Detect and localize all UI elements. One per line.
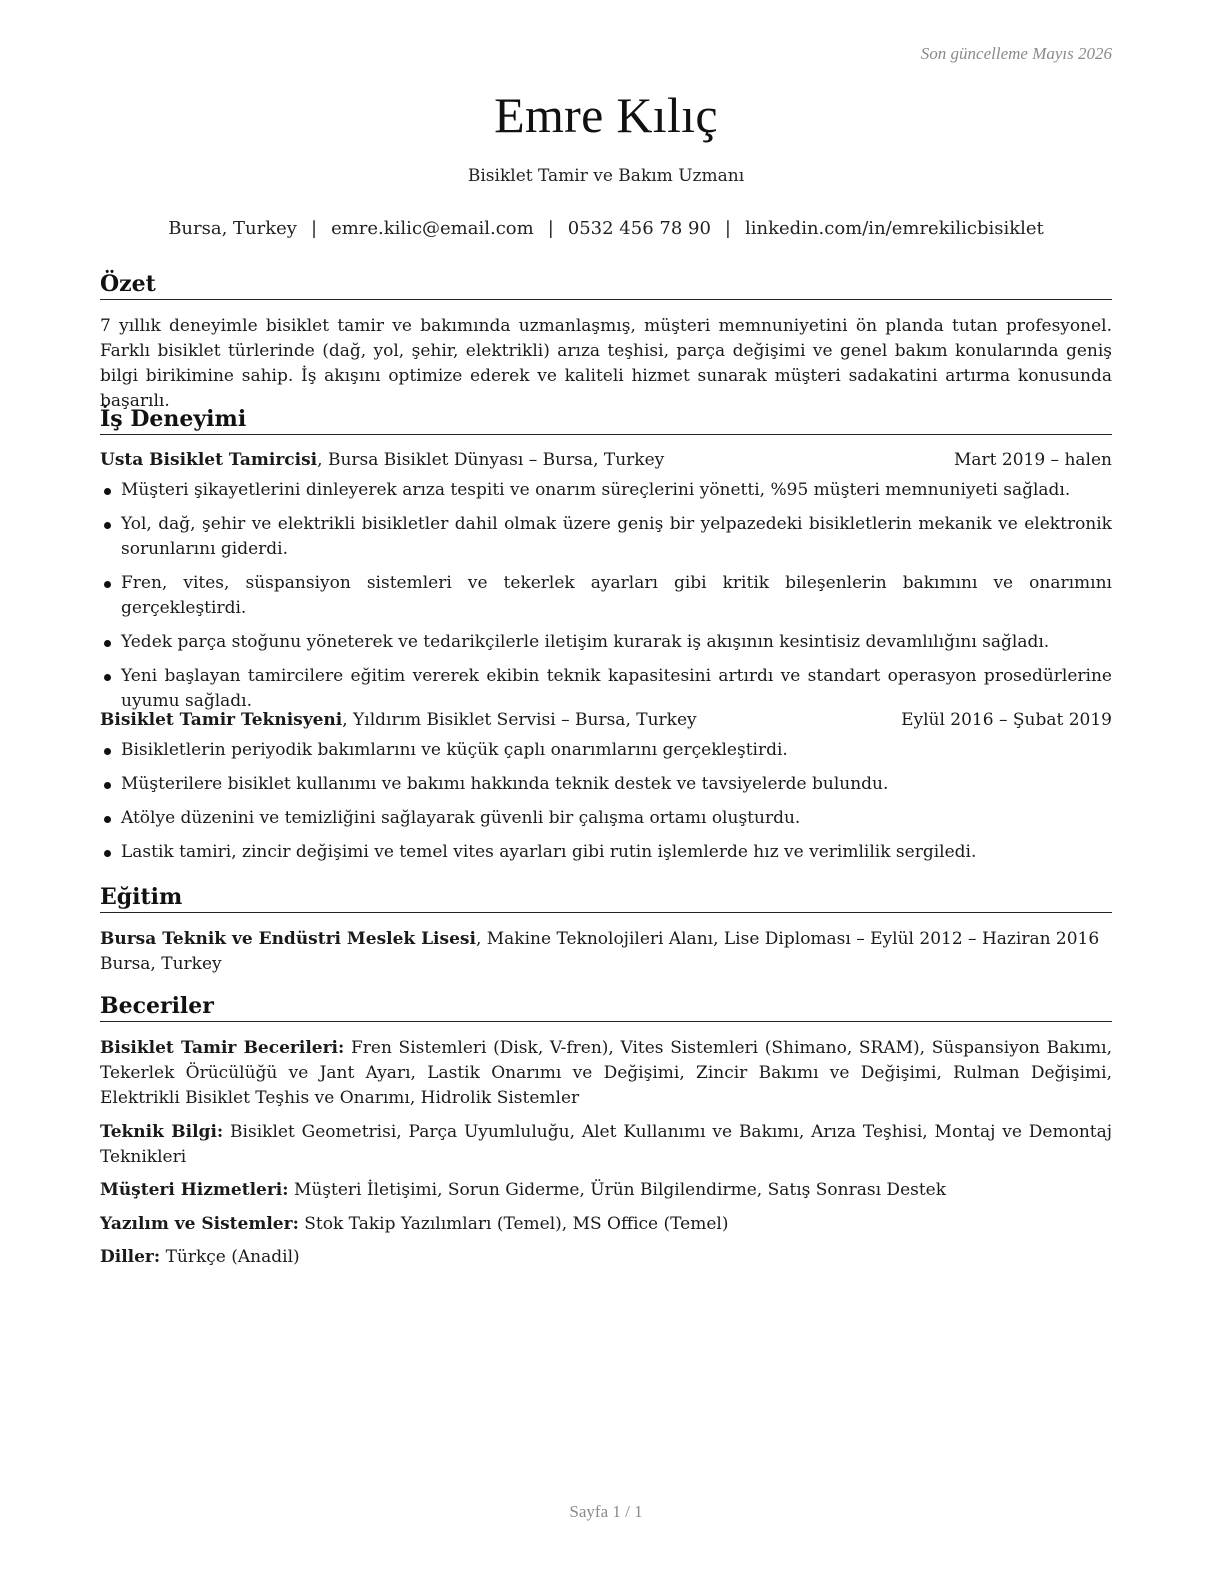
- skill-text: Stok Takip Yazılımları (Temel), MS Office (Temel): [298, 1214, 729, 1234]
- skill-row: [100, 1245, 1112, 1270]
- skill-row: [100, 1178, 1112, 1203]
- job-header: [100, 708, 1112, 733]
- skill-row: [100, 1120, 1112, 1170]
- skill-label: Diller:: [100, 1247, 161, 1267]
- section-heading-summary: Özet: [100, 271, 1112, 300]
- list-item: Atölye düzenini ve temizliğini sağlayarak güvenli bir çalışma ortamı oluşturdu.: [100, 806, 1112, 831]
- contact-location: Bursa, Turkey: [168, 218, 297, 239]
- contact-line: [100, 218, 1112, 239]
- education-detail: , Makine Teknolojileri Alanı, Lise Diploması – Eylül 2012 – Haziran 2016: [475, 929, 1100, 949]
- list-item: Bisikletlerin periyodik bakımlarını ve küçük çaplı onarımlarını gerçekleştirdi.: [100, 738, 1112, 763]
- skill-label: Müşteri Hizmetleri:: [100, 1180, 289, 1200]
- contact-separator: |: [547, 218, 554, 239]
- list-item: Yedek parça stoğunu yöneterek ve tedarikçilerle iletişim kurarak iş akışının kesintisiz devamlılığını sağladı.: [100, 630, 1112, 655]
- list-item: Fren, vites, süspansiyon sistemleri ve tekerlek ayarları gibi kritik bileşenlerin bakımını ve onarımını gerçekleştirdi.: [100, 571, 1112, 621]
- resume-page: [100, 0, 1112, 1584]
- section-heading-education: Eğitim: [100, 884, 1112, 913]
- last-updated-note: Son güncelleme Mayıs 2026: [920, 44, 1112, 63]
- job-role: Usta Bisiklet Tamircisi: [100, 450, 318, 470]
- education-line: [100, 927, 1099, 952]
- list-item: Müşterilere bisiklet kullanımı ve bakımı hakkında teknik destek ve tavsiyelerde bulundu.: [100, 772, 1112, 797]
- skill-text: Müşteri İletişimi, Sorun Giderme, Ürün Bilgilendirme, Satış Sonrası Destek: [288, 1180, 947, 1200]
- skill-row: [100, 1212, 1112, 1237]
- job-role: Bisiklet Tamir Teknisyeni: [100, 710, 343, 730]
- contact-email[interactable]: emre.kilic@email.com: [331, 218, 534, 239]
- page-number: Sayfa 1 / 1: [569, 1502, 643, 1521]
- list-item: Yol, dağ, şehir ve elektrikli bisikletler dahil olmak üzere geniş bir yelpazedeki bisikletlerin mekanik ve elektronik sorunlarını giderdi.: [100, 512, 1112, 562]
- contact-phone: 0532 456 78 90: [567, 218, 711, 239]
- contact-separator: |: [724, 218, 731, 239]
- education-school: Bursa Teknik ve Endüstri Meslek Lisesi: [100, 929, 476, 949]
- job-title-line: [100, 448, 664, 473]
- list-item: Lastik tamiri, zincir değişimi ve temel vites ayarları gibi rutin işlemlerde hız ve verimlilik sergiledi.: [100, 840, 1112, 865]
- education-entry: [100, 927, 1112, 952]
- contact-linkedin[interactable]: linkedin.com/in/emrekilicbisiklet: [745, 218, 1044, 239]
- list-item: Yeni başlayan tamircilere eğitim vererek ekibin teknik kapasitesini artırdı ve standart operasyon prosedürlerine uyumu sağladı.: [100, 664, 1112, 714]
- job-title-line: [100, 708, 697, 733]
- job-bullet-list: [100, 478, 1112, 723]
- skill-text: Bisiklet Geometrisi, Parça Uyumluluğu, Alet Kullanımı ve Bakımı, Arıza Teşhisi, Montaj ve Demontaj Teknikleri: [100, 1122, 1113, 1167]
- job-dates: Eylül 2016 – Şubat 2019: [901, 710, 1112, 730]
- skill-text: Türkçe (Anadil): [160, 1247, 300, 1267]
- candidate-name: Emre Kılıç: [494, 87, 718, 143]
- skill-text: Fren Sistemleri (Disk, V-fren), Vites Sistemleri (Shimano, SRAM), Süspansiyon Bakımı, Tekerlek Örücülüğü ve Jant Ayarı, Lastik Onarımı ve Değişimi, Zincir Bakımı ve Değişimi, Rulman Değişimi, Elektrikli Bisiklet Teşhis ve Onarımı, Hidrolik Sistemler: [100, 1038, 1112, 1108]
- skill-label: Yazılım ve Sistemler:: [100, 1214, 299, 1234]
- skill-label: Bisiklet Tamir Becerileri:: [100, 1038, 345, 1058]
- job-org: , Yıldırım Bisiklet Servisi – Bursa, Turkey: [342, 710, 697, 730]
- skill-row: [100, 1036, 1112, 1111]
- list-item: Müşteri şikayetlerini dinleyerek arıza tespiti ve onarım süreçlerini yönetti, %95 müşteri memnuniyeti sağladı.: [100, 478, 1112, 503]
- contact-separator: |: [310, 218, 318, 239]
- education-location: Bursa, Turkey: [100, 954, 222, 974]
- job-org: , Bursa Bisiklet Dünyası – Bursa, Turkey: [317, 450, 665, 470]
- job-bullet-list: [100, 738, 1112, 874]
- job-header: [100, 448, 1112, 473]
- candidate-title: Bisiklet Tamir ve Bakım Uzmanı: [467, 166, 745, 186]
- job-dates: Mart 2019 – halen: [953, 450, 1112, 470]
- section-heading-skills: Beceriler: [100, 993, 1112, 1022]
- skill-label: Teknik Bilgi:: [100, 1122, 224, 1142]
- summary-text: 7 yıllık deneyimle bisiklet tamir ve bakımında uzmanlaşmış, müşteri memnuniyetini ön planda tutan profesyonel. Farklı bisiklet türlerinde (dağ, yol, şehir, elektrikli) arıza teşhisi, parça değişimi ve genel bakım konularında geniş bilgi birikimine sahip. İş akışını optimize ederek ve kaliteli hizmet sunarak müşteri sadakatini artırma konusunda başarılı.: [100, 316, 1112, 411]
- section-heading-experience: İş Deneyimi: [100, 406, 1112, 435]
